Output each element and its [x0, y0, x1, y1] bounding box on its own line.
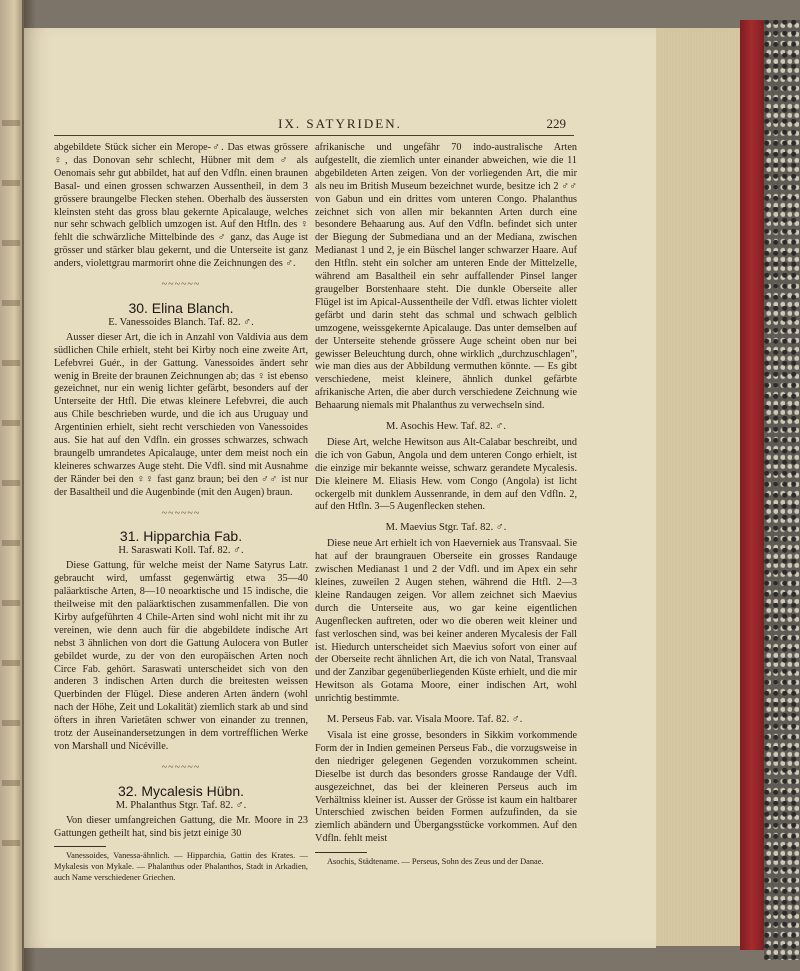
- fleuron-divider: ~~~~~~: [161, 507, 201, 519]
- perseus-text: Visala ist eine grosse, besonders in Sikkim vorkommende Form der in Indien gemeinen Perseus Fab., die vorzugsweise in den niedriger gelegenen Gegenden vorzukommen scheint. Dieselbe ist durch das besonders grosse Randauge der Vdfl. ausgezeichnet, das bei der kleineren Perseus auch im Verhältniss kleiner ist. Ausser der Grösse ist kaum ein haltbarer Unterschied zwischen beiden Formen aufzufinden, da sie ziemlich abändern und Übergangsstücke vorkommen. Auf den Vdfln. fehlt meist: [315, 729, 577, 845]
- header-rule: [54, 135, 574, 136]
- perseus-title: M. Perseus Fab. var. Visala Moore. Taf. 82. ♂.: [327, 714, 523, 726]
- section-30-text: Ausser dieser Art, die ich in Anzahl von Valdivia aus dem südlichen Chile erhielt, steht bei Kirby noch eine zweite Art, Lefebvrei Guér., in der Gattung. Vanessoides ändert sehr wenig in Breite der braunen Zeichnungen ab; das ♀ ist ebenso gezeichnet, nur ein wenig lichter gefärbt, besonders auf der Unterseite der Htfl. Die etwas kleinere Lefebvrei, die auch aus Chile beschrieben wurde, und die ich aus Uruguay und Argentinien erhielt, sieht recht verschieden von Vanessoides aus. Sie hat auf den Vdfln. ein grosses schwarzes, schwach braungelb umrandetes Apicalauge, unter dem meist noch ein kleineres schwarzes Auge steht. Die Vdfl. sind mit Ausnahme der Ränder bei den ♀♀ fast ganz braun; bei den ♂♂ ist nur der Basaltheil und die Augenbinde (mit den Augen) braun.: [54, 331, 308, 498]
- footnote-rule: [54, 846, 106, 847]
- page-header: [24, 116, 656, 136]
- section-32-species: M. Phalanthus Stgr. Taf. 82. ♂.: [115, 799, 247, 811]
- section-30-species: E. Vanessoides Blanch. Taf. 82. ♂.: [108, 316, 254, 328]
- section-31-title: 31. Hipparchia Fab.: [119, 528, 243, 545]
- page-block-edge: [652, 28, 748, 946]
- asochis-title: M. Asochis Hew. Taf. 82. ♂.: [385, 421, 506, 433]
- previous-page-edge: [0, 0, 24, 971]
- right-footnote: Asochis, Städtename. — Perseus, Sohn des Zeus und der Danae.: [327, 857, 544, 867]
- section-30-title: 30. Elina Blanch.: [128, 299, 234, 316]
- right-column: [315, 142, 577, 868]
- left-intro-paragraph: abgebildete Stück sicher ein Merope-♂. Das etwas grössere ♀, das Donovan sehr schlecht, Hübner mit dem ♂ als Oenomais sehr gut abbildet, hat auf den Vdfln. einen braunen Basal- und einen grossen schwarzen Aussentheil, in dem 3 grössere braungelbe Flecken stehen. Oberhalb des äussersten kleinsten steht das gross blau gekernte Apicalauge, welches nur sehr schwach gelblich umzogen ist. Auf den Htfln. des ♀ fehlt die schwärzliche Mittelbinde des ♂ ganz, das Auge ist grösser und stärker blau gekernt, und die Unterseite ist ganz anders, violettgrau marmorirt ohne die Zeichnungen des ♂.: [54, 142, 308, 270]
- maevius-text: Diese neue Art erhielt ich von Haeverniek aus Transvaal. Sie hat auf der braungrauen Oberseite ein grosses Randauge zwischen Medianast 1 und 2 der Vdfl. und im Apex ein sehr kleines, zuweilen 2 Augen stehen, während die Htfl. 2—3 kleine Randaugen zeigen. Vor allem zeichnet sich Maevius durch die Unterseite aus, wo gar keine eigentlichen Augenflecken auftreten, oder wo die oberen weit kleiner und fast verloschen sind, was bei keiner anderen Mycalesis der Fall ist. Hiedurch unterscheidet sich Maevius sofort von einer auf der Oberseite recht ähnlichen Art, die ich von Natal, Transvaal und der Zanzibar gegenüberliegenden Küste erhielt, und die mir Hewitson als Gotama Moore, einer indischen Art, wohl unrichtig bestimmte.: [315, 538, 577, 705]
- maevius-title: M. Maevius Stgr. Taf. 82. ♂.: [385, 522, 507, 534]
- section-32-text: Von dieser umfangreichen Gattung, die Mr. Moore in 23 Gattungen getheilt hat, sind bis jetzt einige 30: [54, 814, 308, 839]
- left-column: [54, 142, 308, 884]
- section-31-species: H. Saraswati Koll. Taf. 82. ♂.: [118, 545, 244, 557]
- fleuron-divider: ~~~~~~: [161, 279, 201, 291]
- section-31-text: Diese Gattung, für welche meist der Name Satyrus Latr. gebraucht wird, umfasst gegenwärtig etwa 35—40 paläarktische Arten, 8—10 neoarktische und 15 indische, die theilweise mit den paläarktischen zusammenfallen. Die von Kirby aufgeführten 4 Chile-Arten sind wohl nicht mit ihr zu vereinen, wie denn auch für die abgebildete indische Art nebst 3 ähnlichen von dort die Gattung Aulocera von Butler gebildet wurde, zu der von den europäischen Arten noch Circe Fab. gehört. Saraswati unterscheidet sich von den anderen 3 indischen Arten durch die breitesten weissen Querbinden der Flügel. Diese anderen Arten ändern (wohl nach der Höhe, Zeit und Lokalität) ziemlich stark ab und sind öfters in ihren Varietäten schwer von einander zu trennen, trotz der Auseinandersetzungen in dem vortrefflichen Werke von Marshall und Nicéville.: [54, 560, 308, 752]
- asochis-text: Diese Art, welche Hewitson aus Alt-Calabar beschreibt, und die ich von Gabun, Angola und dem unteren Congo erhielt, ist die einzige mir bekannte weisse, schwarz gerandete Mycalesis. Die kleinere M. Eliasis Hew. vom Congo (Angola) ist licht ockergelb mit dunklem Aussenrande, in dem auf den Vdfln. 2, auf den Htfln. 3—5 Augenflecken stehen.: [315, 436, 577, 513]
- right-intro-paragraph: afrikanische und ungefähr 70 indo-australische Arten aufgestellt, die ziemlich unter einander abweichen, wie die 11 abgebildeten Arten zeigen. Von der vorliegenden Art, die mir als neu im British Museum bezeichnet wurde, besitze ich 2 ♂♂ von Gabun und ein drittes vom unteren Congo. Phalanthus zeichnet sich von allen mir bekannten Arten durch eine besondere Behaarung aus. Auf den Vdfln. befindet sich unter der Biegung der Submediana und an der Mediana, zwischen Medianast 1 und 2, je ein Büschel langer schwarzer Haare. Auf den Htfln. steht ein solcher am unteren Ende der Mittelzelle, während am Basaltheil ein sehr auffallender Pinsel langer graugelber Borstenhaare steht. Die dunkle Oberseite aller Flügel ist im Apical-Aussentheile der Vdfl. etwas lichter violett gefärbt und darin steht das schmal und schwach gelblich umzogene, weissgekernte Apicalauge. Das unter demselben auf der Unterseite stehende grössere Auge scheint oben nur bei gewisser Beleuchtung durch, ohne wirklich „durchzuschlagen", wie man dies aus der Abbildung vermuthen könnte. — Es gibt verschiedene, meist kleinere, ähnlich dunkel gefärbte afrikanische Arten, die aber durch verschiedene Zeichnung wie Behaarung niemals mit Phalanthus zu verwechseln sind.: [315, 142, 577, 412]
- section-32-title: 32. Mycalesis Hübn.: [117, 782, 245, 799]
- running-title: IX. SATYRIDEN.: [278, 116, 402, 131]
- book-page: [24, 28, 656, 948]
- marbled-endpaper: [764, 20, 800, 960]
- fleuron-divider: ~~~~~~: [161, 761, 201, 773]
- left-footnote: Vanessoides, Vanessa-ähnlich. — Hipparchia, Gattin des Krates. — Mykalesis von Mykale. — Phalanthus oder Phalanthos, Stadt in Arkadien, auch Name verschiedener Griechen.: [54, 851, 308, 882]
- page-number: 229: [546, 116, 566, 131]
- footnote-rule: [315, 852, 367, 853]
